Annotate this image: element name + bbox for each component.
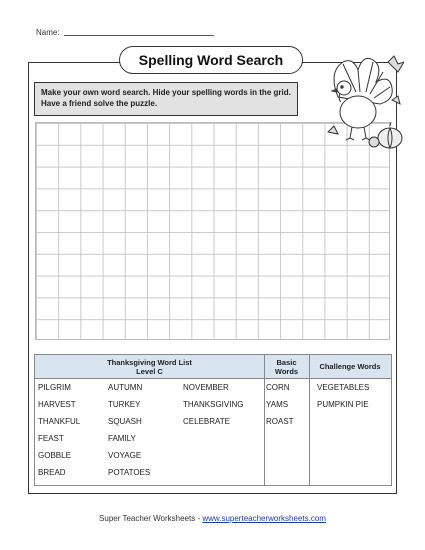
page-title: Spelling Word Search bbox=[119, 46, 303, 74]
instructions-box: Make your own word search. Hide your spelling words in the grid. Have a friend solve the puzzle. bbox=[34, 82, 298, 116]
word-column-2 bbox=[108, 382, 150, 484]
word-item: YAMS bbox=[266, 400, 289, 409]
footer bbox=[0, 514, 425, 523]
word-item: POTATOES bbox=[108, 468, 151, 477]
name-label: Name: bbox=[36, 28, 60, 37]
basic-words-column bbox=[266, 382, 294, 433]
header-basic bbox=[264, 355, 309, 379]
header-challenge-label: Challenge Words bbox=[319, 362, 381, 371]
word-item: THANKFUL bbox=[38, 417, 81, 426]
turkey-illustration bbox=[318, 52, 404, 152]
word-item: NOVEMBER bbox=[183, 383, 229, 392]
word-item: SQUASH bbox=[108, 417, 142, 426]
header-thanksgiving bbox=[35, 355, 264, 379]
word-item: BREAD bbox=[38, 468, 66, 477]
footer-link[interactable]: www.superteacherworksheets.com bbox=[202, 514, 326, 523]
header-thanksgiving-line2: Level C bbox=[136, 366, 163, 376]
word-item: HARVEST bbox=[38, 400, 76, 409]
column-divider bbox=[264, 355, 265, 485]
column-divider bbox=[309, 355, 310, 485]
header-thanksgiving-line1: Thanksgiving Word List bbox=[107, 357, 192, 367]
word-search-grid[interactable] bbox=[35, 122, 390, 340]
word-item: TURKEY bbox=[108, 400, 141, 409]
word-item: VEGETABLES bbox=[317, 383, 370, 392]
word-item: FEAST bbox=[38, 434, 64, 443]
word-item: FAMILY bbox=[108, 434, 136, 443]
word-list-table bbox=[34, 354, 392, 486]
word-item: THANKSGIVING bbox=[183, 400, 244, 409]
word-item: CELEBRATE bbox=[183, 417, 230, 426]
word-item: AUTUMN bbox=[108, 383, 143, 392]
name-field[interactable] bbox=[64, 35, 214, 36]
word-item: PILGRIM bbox=[38, 383, 71, 392]
header-basic-line2: Words bbox=[274, 366, 299, 376]
word-column-1 bbox=[38, 382, 80, 484]
name-row bbox=[36, 28, 214, 37]
word-item: GOBBLE bbox=[38, 451, 71, 460]
header-challenge bbox=[309, 355, 391, 379]
word-item: VOYAGE bbox=[108, 451, 142, 460]
footer-text: Super Teacher Worksheets - bbox=[99, 514, 203, 523]
word-item: CORN bbox=[266, 383, 290, 392]
word-column-3 bbox=[183, 382, 243, 433]
challenge-words-column bbox=[317, 382, 369, 416]
word-item: ROAST bbox=[266, 417, 294, 426]
header-basic-line1: Basic bbox=[276, 357, 297, 367]
word-item: PUMPKIN PIE bbox=[317, 400, 369, 409]
